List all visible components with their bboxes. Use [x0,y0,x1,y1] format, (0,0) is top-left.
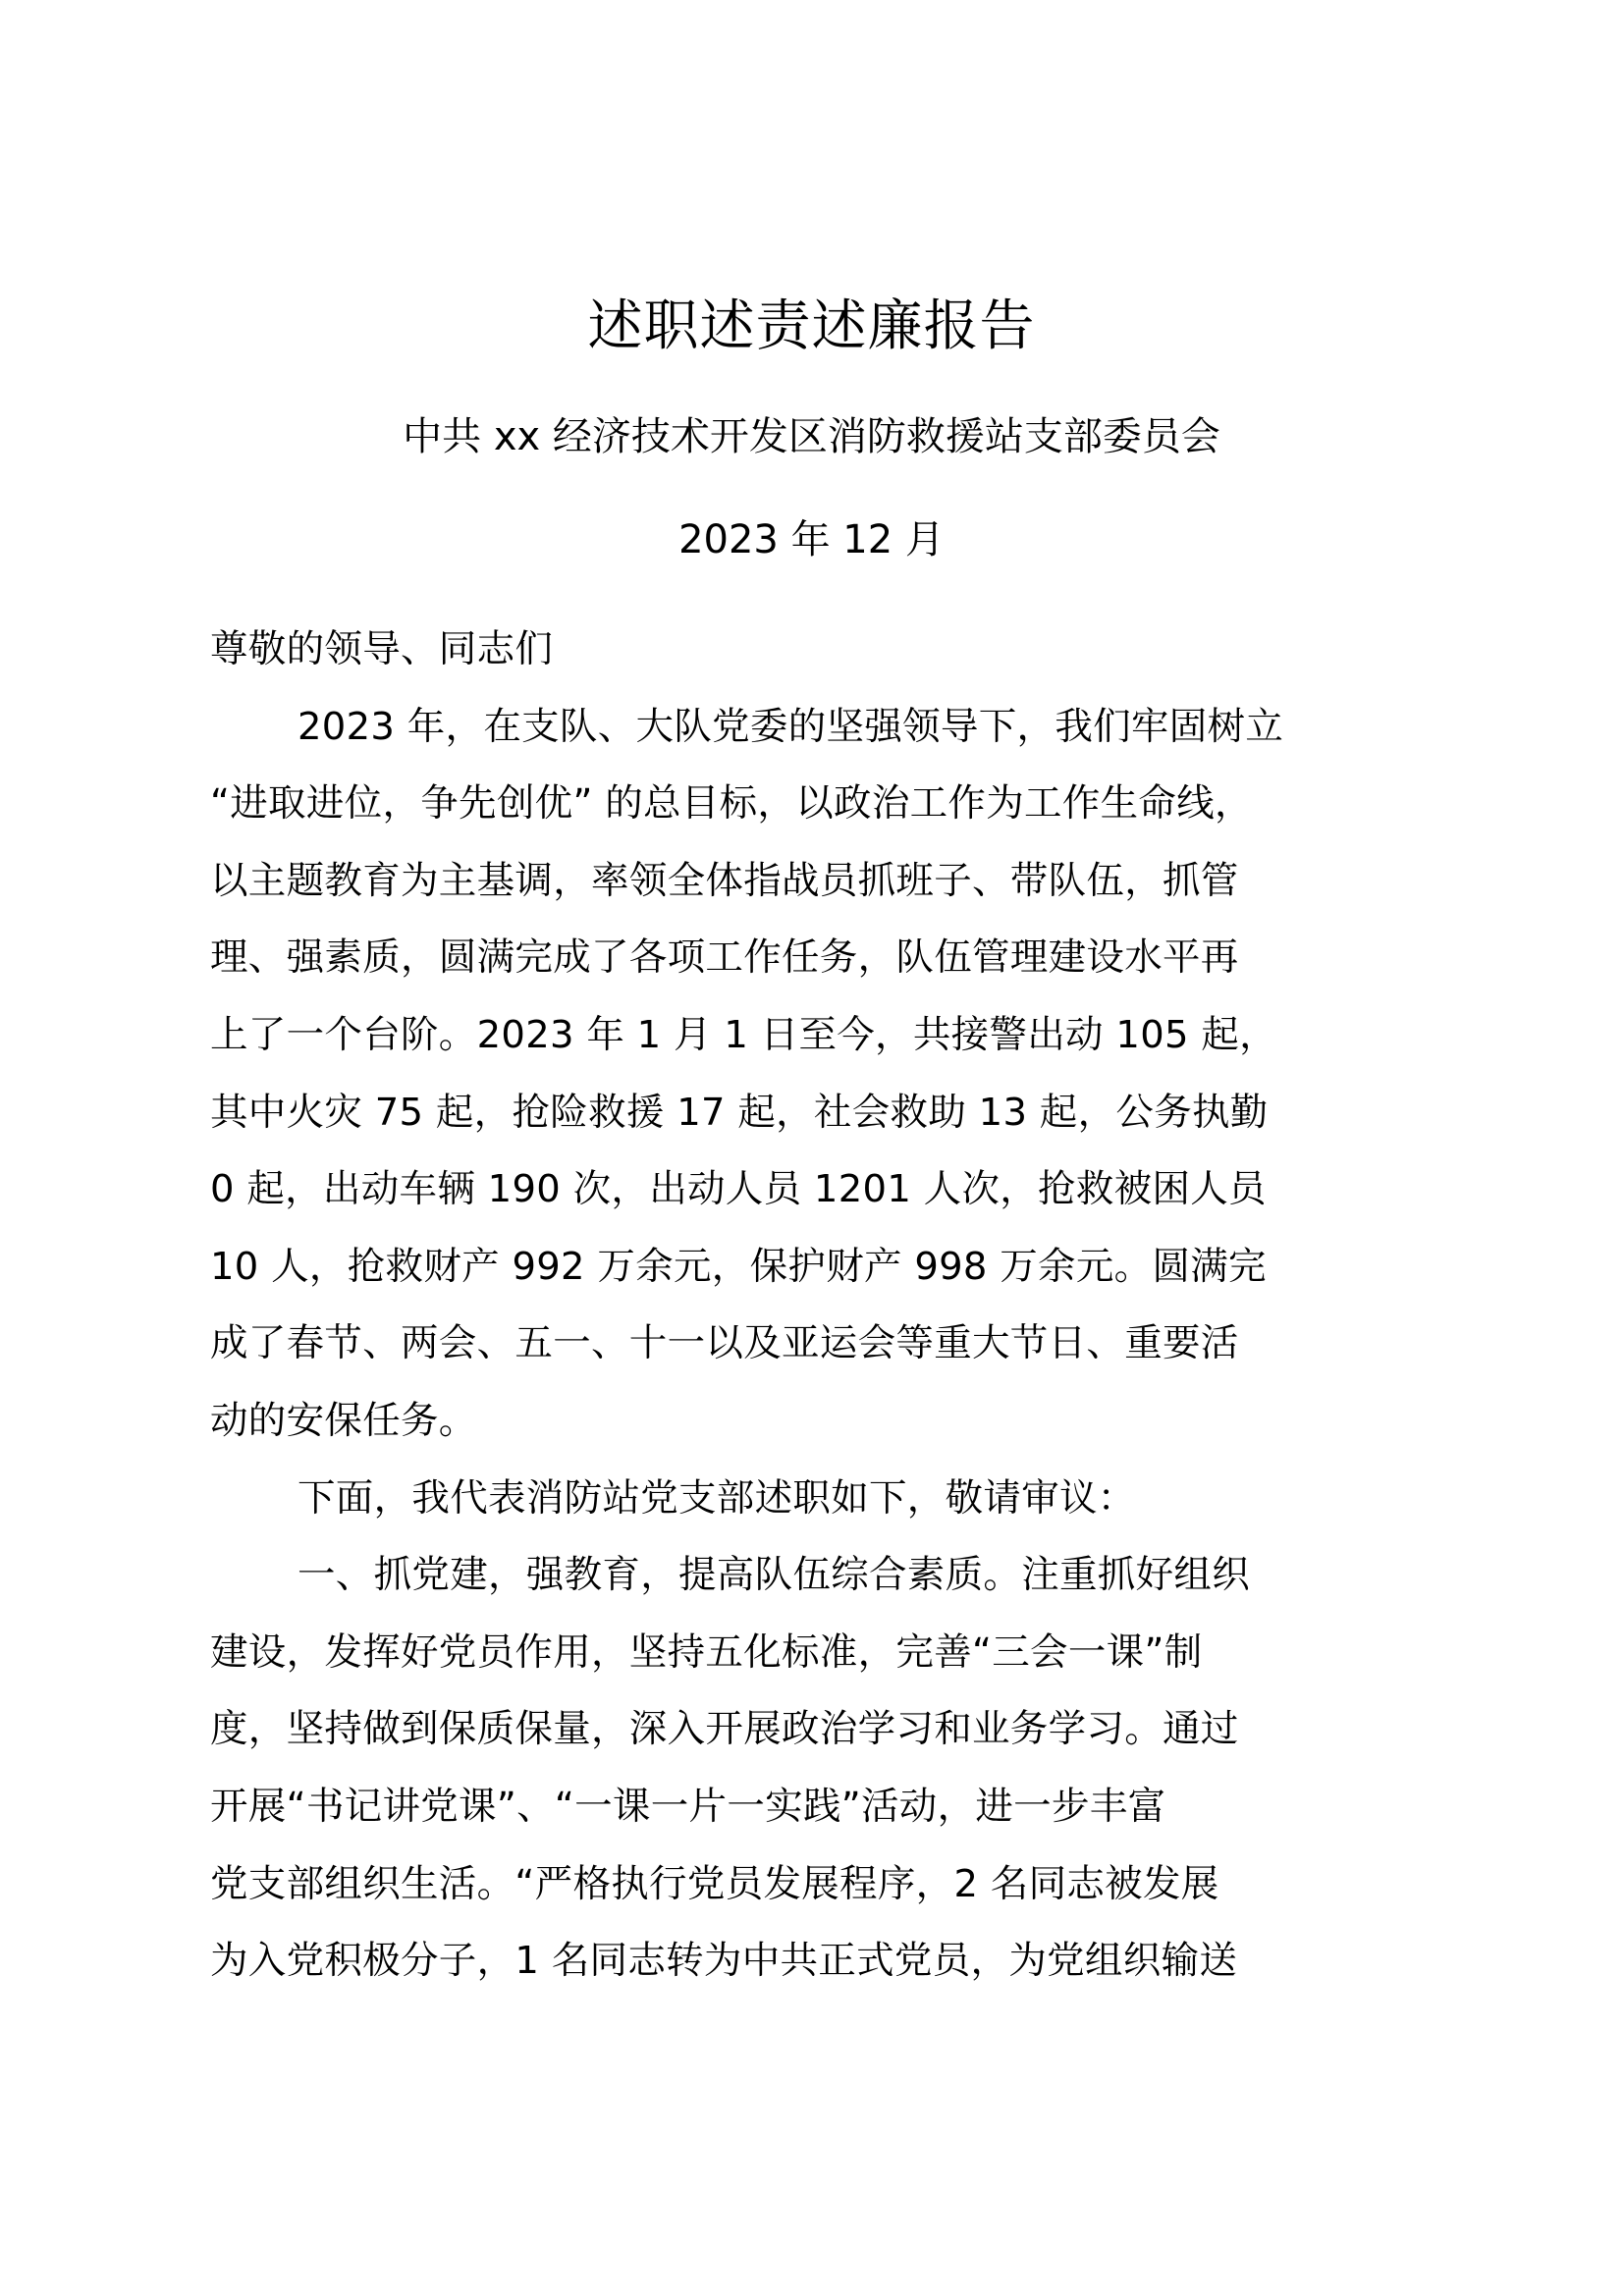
paragraph-line: “进取进位，争先创优” 的总目标，以政治工作为工作生命线， [210,781,1253,827]
paragraph-line: 党支部组织生活。“严格执行党员发展程序，2 名同志被发展 [210,1861,1219,1906]
paragraph-line: 上了一个台阶。2023 年 1 月 1 日至今，共接警出动 105 起， [210,1012,1277,1057]
organization-name: 中共 xx 经济技术开发区消防救援站支部委员会 [403,414,1220,459]
paragraph-line: 其中火灾 75 起，抢险救援 17 起，社会救助 13 起，公务执勤 [210,1090,1269,1135]
document-date: 2023 年 12 月 [678,517,945,562]
paragraph-line: 0 起，出动车辆 190 次，出动人员 1201 人次，抢救被困人员 [210,1167,1267,1212]
paragraph-line: 动的安保任务。 [210,1398,477,1443]
paragraph-line: 度，坚持做到保质保量，深入开展政治学习和业务学习。通过 [210,1707,1239,1752]
paragraph-line: 理、强素质，圆满完成了各项工作任务，队伍管理建设水平再 [210,935,1239,981]
document-title: 述职述责述廉报告 [587,294,1036,358]
salutation: 尊敬的领导、同志们 [210,627,554,671]
section-heading-line: 一、抓党建，强教育，提高队伍综合素质。注重抓好组织 [298,1553,1251,1598]
paragraph-line: 2023 年，在支队、大队党委的坚强领导下，我们牢固树立 [298,704,1284,749]
paragraph-line: 建设，发挥好党员作用，坚持五化标准，完善“三会一课”制 [210,1629,1203,1675]
paragraph-line: 成了春节、两会、五一、十一以及亚运会等重大节日、重要活 [210,1321,1239,1366]
paragraph-line: 以主题教育为主基调，率领全体指战员抓班子、带队伍，抓管 [210,858,1239,903]
paragraph-line: 下面，我代表消防站党支部述职如下，敬请审议： [298,1475,1136,1521]
paragraph-line: 10 人，抢救财产 992 万余元，保护财产 998 万余元。圆满完 [210,1244,1267,1289]
paragraph-line: 开展“书记讲党课”、“一课一片一实践”活动，进一步丰富 [210,1784,1166,1829]
paragraph-line: 为入党积极分子，1 名同志转为中共正式党员，为党组织输送 [210,1939,1238,1984]
document-body [210,620,1447,2009]
